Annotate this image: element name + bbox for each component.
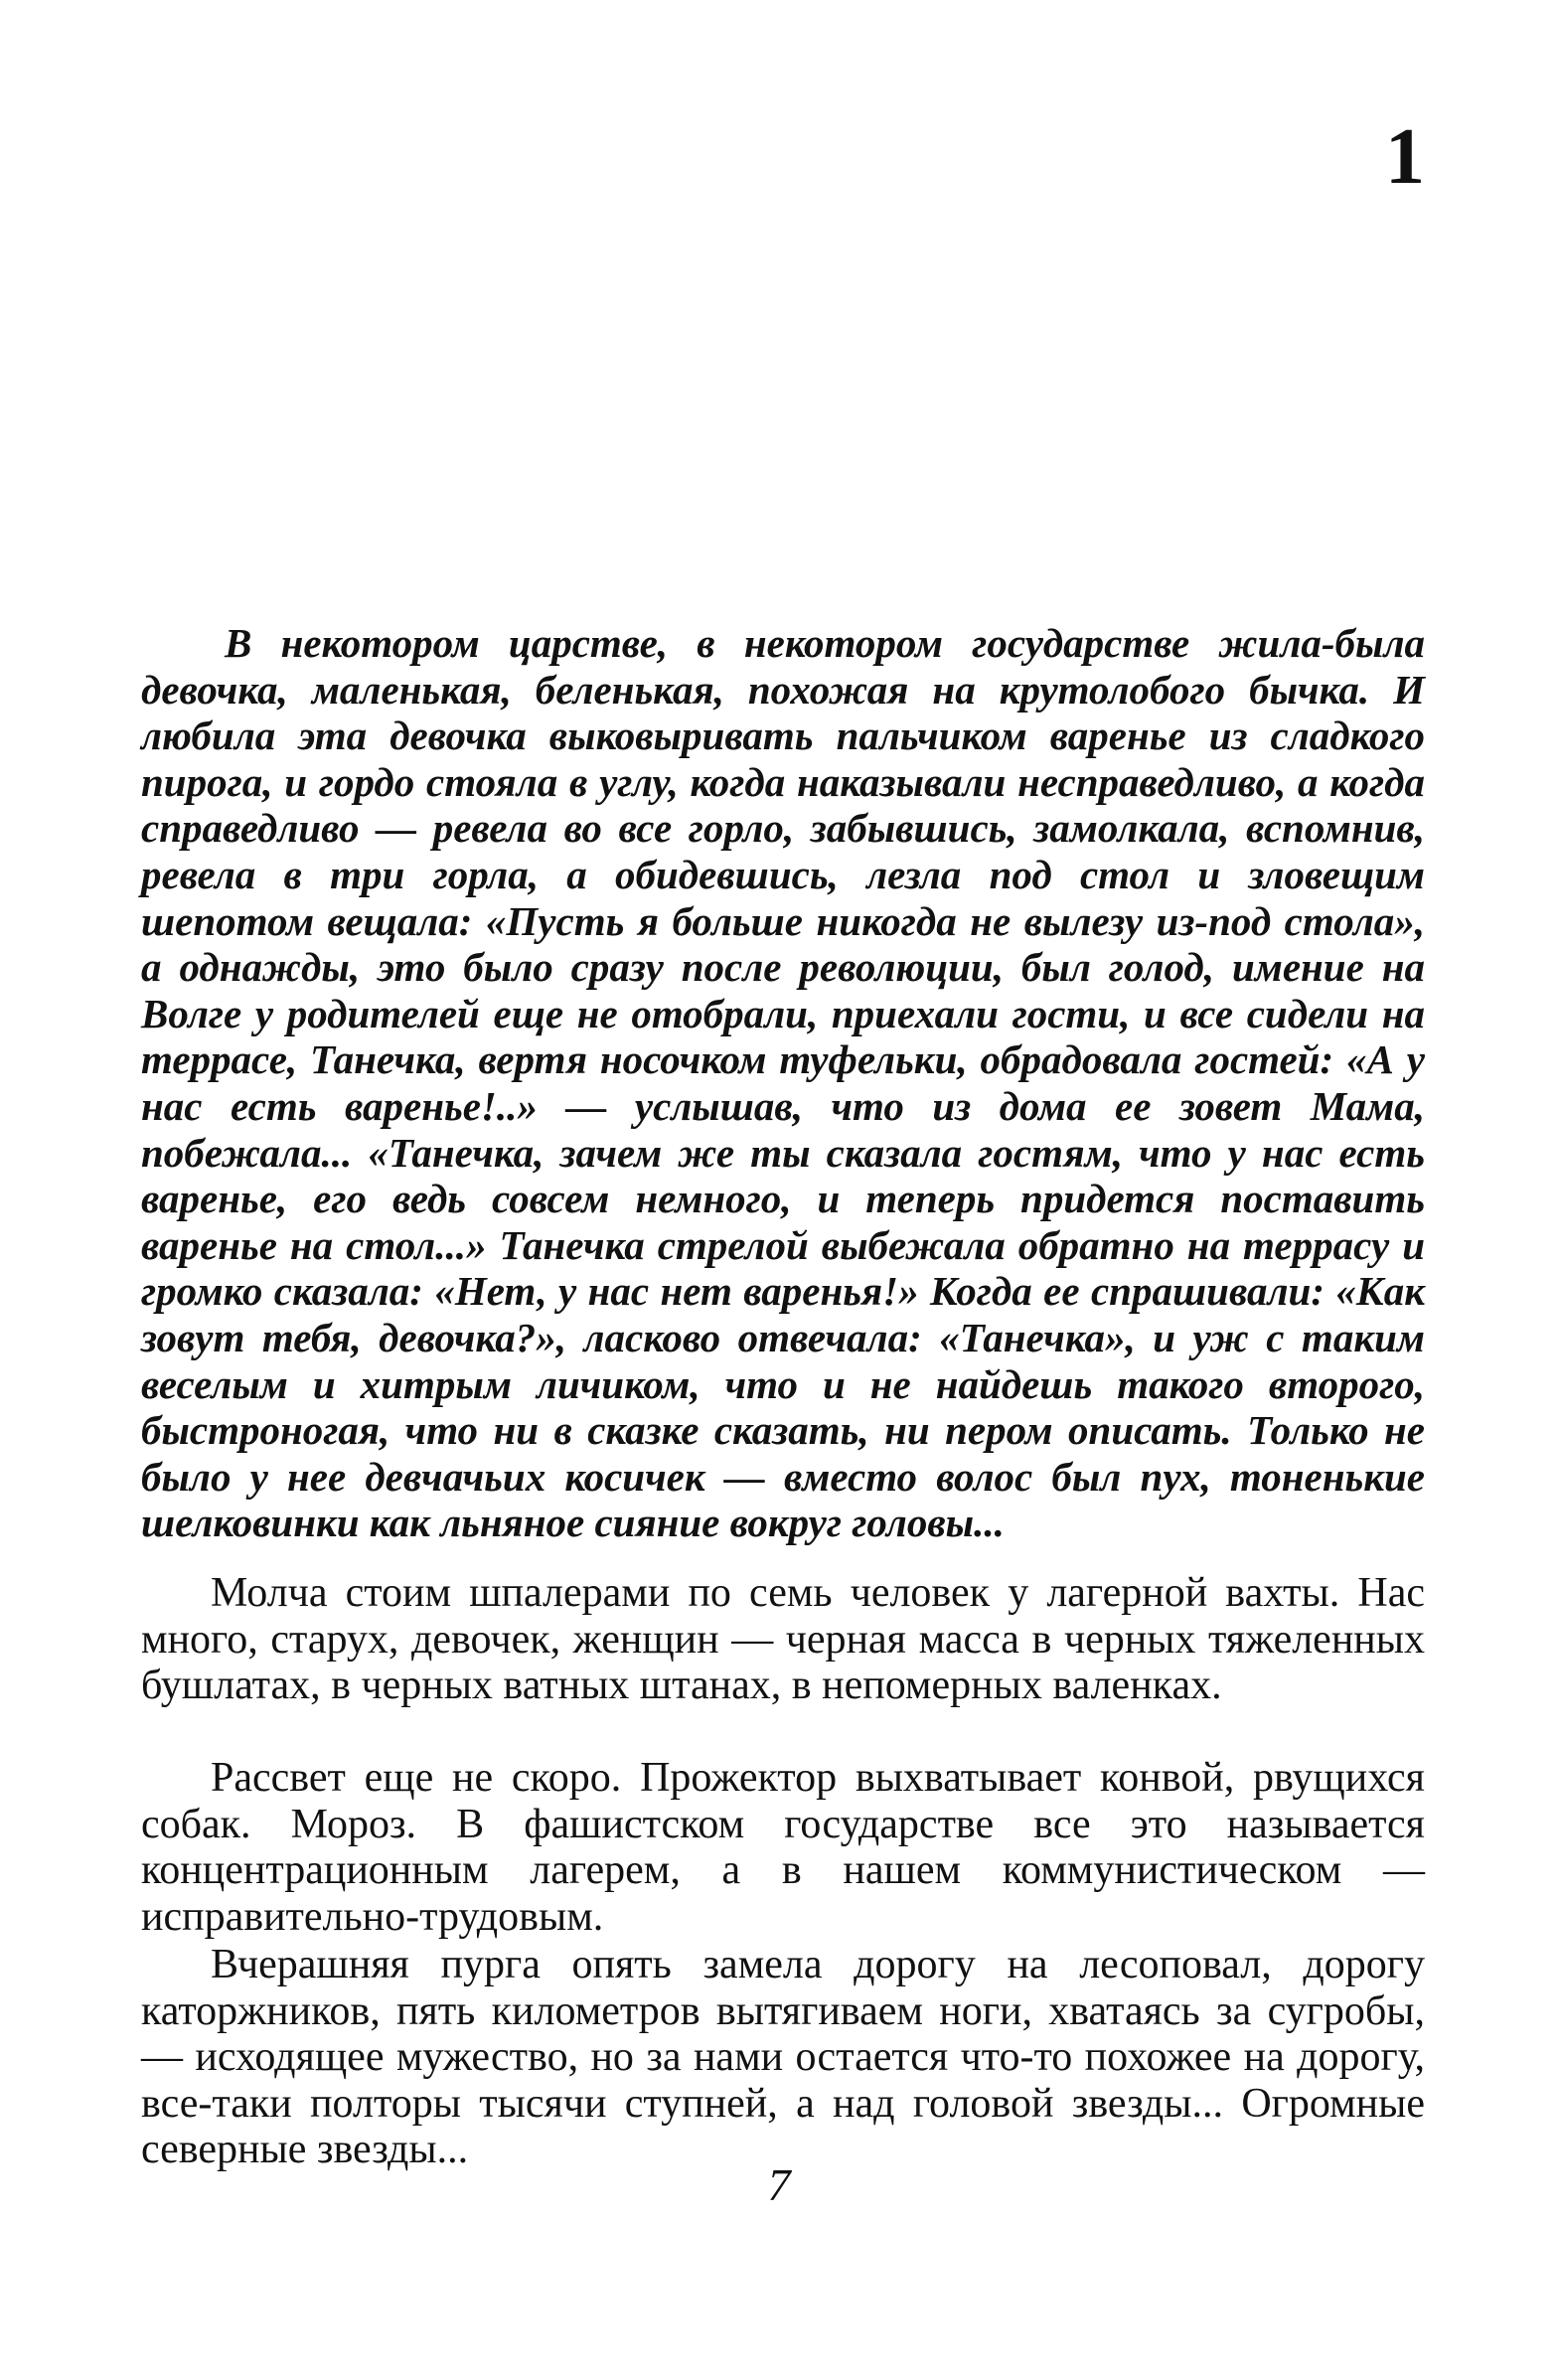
paragraph-3: Вчерашняя пурга опять замела дорогу на лесоповал, дорогу каторжников, пять километров вытягиваем ноги, хватаясь за сугробы, — исходящее мужество, но за нами остается что-то похожее на дорогу, все-таки полторы тысячи ступней, а над головой звезды... Огромные северные звезды... (141, 1942, 1425, 2172)
chapter-number: 1 (1385, 113, 1425, 201)
page-number: 7 (767, 2159, 791, 2210)
paragraph-2: Рассвет еще не скоро. Прожектор выхватывает конвой, рвущихся собак. Мороз. В фашистском государстве все это называется концентрационным лагерем, а в нашем коммунистическом — исправительно-трудовым. (141, 1755, 1425, 1940)
paragraph-1: Молча стоим шпалерами по семь человек у лагерной вахты. Нас много, старух, девочек, женщин — черная масса в черных тяжеленных бушлатах, в черных ватных штанах, в непомерных валенках. (141, 1570, 1425, 1708)
epigraph: В некотором царстве, в некотором государстве жила-была девочка, маленькая, беленькая, похожая на крутолобого бычка. И любила эта девочка выковыривать пальчиком варенье из сладкого пирога, и гордо стояла в углу, когда наказывали несправедливо, а когда справедливо — ревела во все горло, забывшись, замолкала, вспомнив, ревела в три горла, а обидевшись, лезла под стол и зловещим шепотом вещала: «Пусть я больше никогда не вылезу из-под стола», а однажды, это было сразу после революции, был голод, имение на Волге у родителей еще не отобрали, приехали гости, и все сидели на террасе, Танечка, вертя носочком туфельки, обрадовала гостей: «А у нас есть варенье!..» — услышав, что из дома ее зовет Мама, побежала... «Танечка, зачем же ты сказала гостям, что у нас есть варенье, его ведь совсем немного, и теперь придется поставить варенье на стол...» Танечка стрелой выбежала обратно на террасу и громко сказала: «Нет, у нас нет варенья!» Когда ее спрашивали: «Как зовут тебя, девочка?», ласково отвечала: «Танечка», и уж с таким веселым и хитрым личиком, что и не найдешь такого второго, быстроногая, что ни в сказке сказать, ни пером описать. Только не было у нее девчачьих косичек — вместо волос был пух, тоненькие шелковинки как льняное сияние вокруг головы... (141, 620, 1425, 1546)
